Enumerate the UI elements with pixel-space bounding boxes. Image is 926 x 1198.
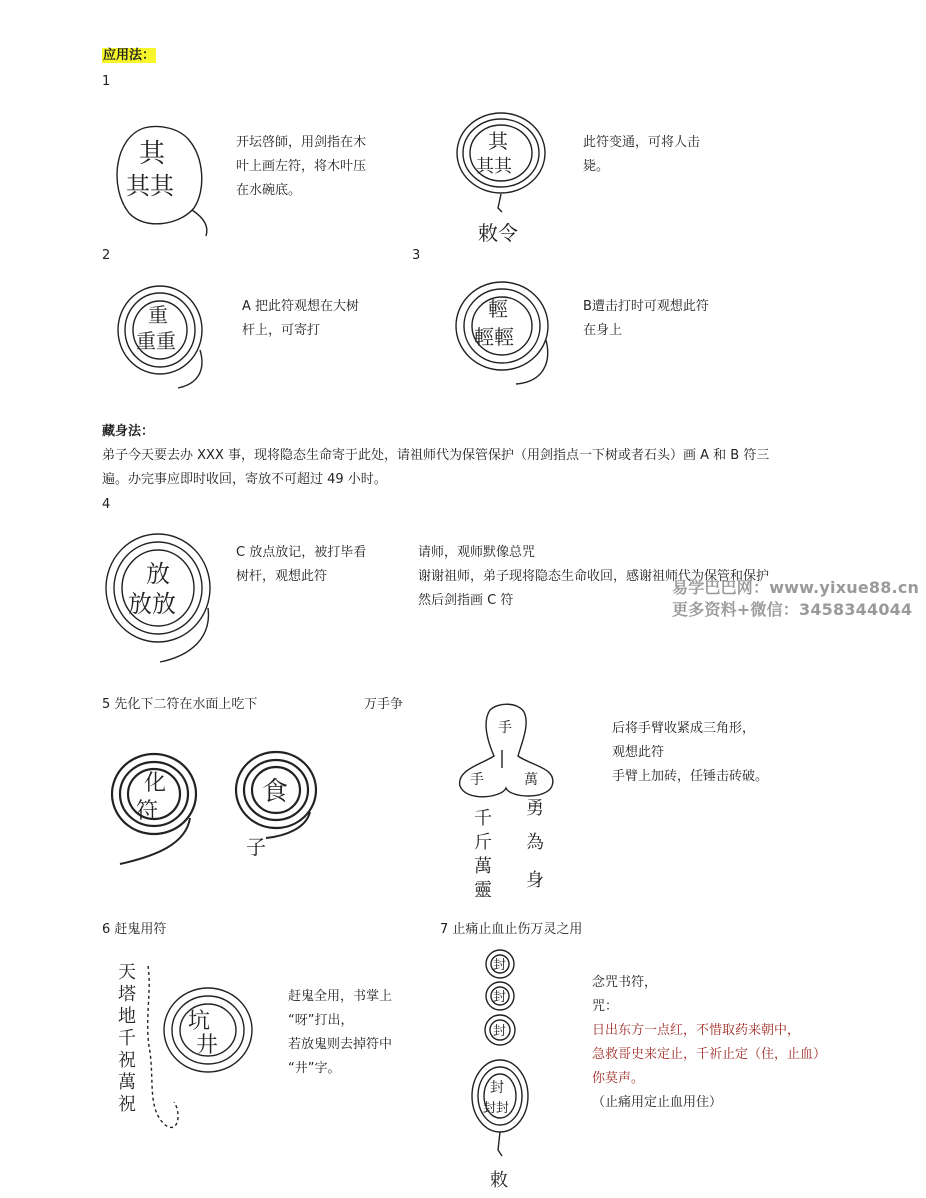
talisman-qing [446,274,556,386]
talisman-glyph: 其 [139,139,166,169]
talisman-glyph: 封 [493,1024,507,1039]
chant-line: 急救哥史来定止，千祈止定（住，止血） [592,1047,827,1062]
text-line: 若放鬼则去掉符中 [288,1037,393,1052]
text-line: 请师，观师默像总咒 [418,545,536,560]
talisman-glyph: 其其 [476,156,512,177]
talisman-glyph: 放放 [128,590,176,618]
text-line: 树杆，观想此符 [236,569,328,584]
watermark-line: 更多资料+微信：3458344044 [672,600,913,619]
talisman-zhong [108,280,218,390]
text-line: 谢谢祖师，弟子现将隐态生命收回，感谢祖师代为保管和保护 [418,569,770,584]
text-line: 在身上 [583,323,623,338]
watermark-line: 易学巴巴网：www.yixue88.cn [672,578,920,597]
chant-line: 日出东方一点红，不惜取药来朝中， [592,1023,801,1038]
talisman-glyph: 封 [493,958,507,973]
item-number-4: 4 [102,497,111,512]
text-line: 念咒书符， [592,975,658,990]
talisman-fang [100,528,220,666]
talisman-glyph: 為 [526,832,544,853]
talisman-glyph: 萬 [474,856,492,877]
talisman-glyph: 千 [118,1028,136,1049]
talisman-qi-command [446,108,556,256]
item-number-3: 3 [412,248,421,263]
section-title-application: 应用法： [103,48,156,63]
talisman-feng [466,946,536,1194]
text-line: 观想此符 [612,745,665,760]
talisman-glyph: 坑 [188,1009,211,1034]
talisman-shi [230,748,326,858]
talisman-hua-fu [106,748,202,866]
text-line: B遭击打时可观想此符 [583,299,709,314]
text-line: 在水碗底。 [236,183,302,198]
talisman-glyph: 祝 [118,1050,136,1071]
talisman-glyph: 斤 [474,832,492,853]
talisman-glyph: 輕輕 [474,325,514,349]
text-line: C 放点放记，被打毕看 [236,545,367,560]
talisman-glyph: 食 [262,777,289,807]
item-number-5: 5 先化下二符在水面上吃下 [102,697,258,712]
text-line: 此符变通，可将人击 [583,135,701,150]
talisman-glyph: 手 [470,772,484,788]
text-line: “井”字。 [288,1061,341,1076]
item-label-5b: 万手争 [364,697,404,712]
talisman-glyph: 天 [118,962,136,983]
talisman-glyph: 符 [136,799,159,824]
talisman-glyph: 子 [246,835,266,859]
talisman-glyph: 封封 [483,1101,510,1116]
item-number-2: 2 [102,248,111,263]
item-number-6: 6 赶鬼用符 [102,922,167,937]
text-line: 遍。办完事应即时收回，寄放不可超过 49 小时。 [102,472,387,487]
talisman-glyph: 塔 [118,984,136,1005]
talisman-glyph: 化 [144,771,167,796]
text-line: 弟子今天要去办 XXX 事，现将隐态生命寄于此处，请祖师代为保管保护（用剑指点一下树或者石头）画 A 和 B 符三 [102,448,770,463]
side-column [118,962,136,1115]
text-line: A 把此符观想在大树 [242,299,360,314]
talisman-glyph: 放 [146,560,170,588]
talisman-qi [104,118,214,238]
talisman-glyph: 千 [474,808,492,829]
talisman-glyph: 靈 [474,880,492,901]
text-line: 手臂上加砖，任锤击砖破。 [612,769,769,784]
text-line: 开坛啓師，用剑指在木 [236,135,367,150]
talisman-glyph: 手 [498,720,512,736]
talisman-glyph: 敕 [490,1170,508,1191]
text-line: 杆上，可寄打 [242,323,321,338]
text-line: 然后剑指画 C 符 [418,593,514,608]
text-line: （止痛用定止血用住） [592,1095,723,1110]
text-line: “呀”打出， [288,1013,354,1028]
talisman-wan-shou [452,702,562,900]
talisman-glyph: 重重 [136,329,176,353]
talisman-glyph: 其 [488,129,508,153]
talisman-glyph: 身 [526,870,544,891]
watermark [672,577,919,621]
text-line: 赶鬼全用，书掌上 [288,989,393,1004]
talisman-keng-jing [104,952,264,1136]
text-line: 后将手臂收紧成三角形， [612,721,756,736]
item-number-7: 7 止痛止血止伤万灵之用 [440,922,583,937]
talisman-glyph: 祝 [118,1094,136,1115]
talisman-glyph: 其其 [126,172,174,200]
talisman-glyph: 重 [148,303,168,327]
talisman-glyph: 勇 [526,798,544,819]
talisman-glyph: 敕令 [478,221,518,245]
talisman-glyph: 井 [196,1033,219,1058]
text-line: 咒： [592,999,619,1014]
text-line: 叶上画左符，将木叶压 [236,159,367,174]
item-number-1: 1 [102,74,111,89]
talisman-glyph: 封 [493,990,507,1005]
talisman-glyph: 封 [490,1080,504,1096]
section-title-hiding: 藏身法： [102,424,155,439]
talisman-glyph: 萬 [524,772,538,788]
text-line: 毙。 [583,159,610,174]
chant-line: 你莫声。 [592,1071,645,1086]
talisman-glyph: 萬 [118,1072,136,1093]
talisman-glyph: 輕 [488,297,508,321]
talisman-glyph: 地 [118,1006,136,1027]
